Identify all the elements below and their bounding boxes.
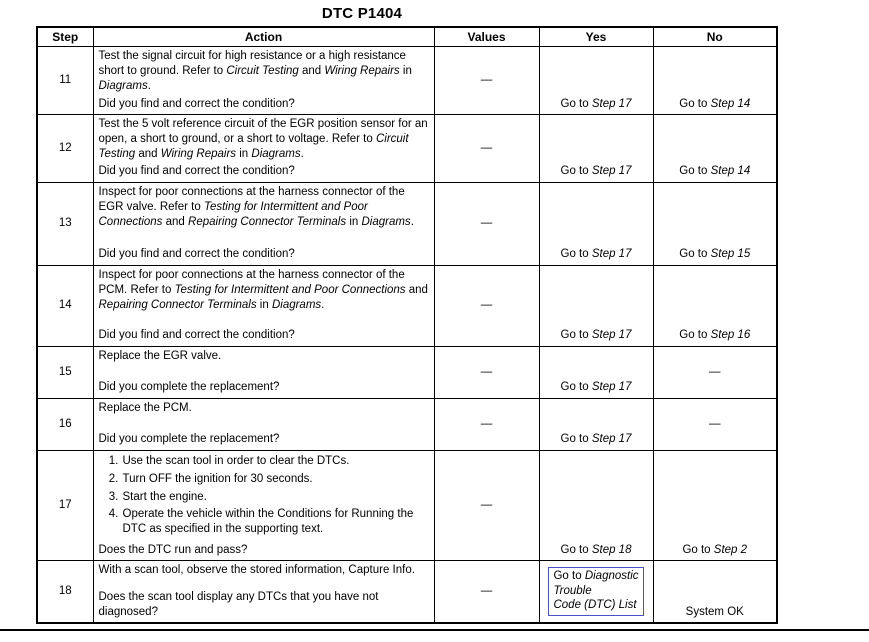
step-number-cell: 15 <box>37 347 93 399</box>
no-cell <box>653 399 777 451</box>
table-row <box>37 451 777 561</box>
column-header-yes: Yes <box>539 27 653 47</box>
step-number-cell: 14 <box>37 266 93 347</box>
no-cell <box>653 561 777 624</box>
action-steps-list <box>99 454 429 537</box>
action-instructions <box>99 268 429 312</box>
action-content <box>99 268 429 343</box>
text-run: Go to <box>560 329 592 342</box>
action-content <box>99 563 429 619</box>
text-run: Go to <box>553 569 585 582</box>
step-number-cell: 11 <box>37 47 93 115</box>
text-run: Go to <box>560 97 592 110</box>
table-row <box>37 399 777 451</box>
values-cell: — <box>434 47 539 115</box>
column-header-action: Action <box>93 27 434 47</box>
values-cell: — <box>434 399 539 451</box>
action-content <box>99 453 429 557</box>
text-run: With a scan tool, observe the stored information, Capture Info. <box>98 564 415 577</box>
action-cell <box>93 561 434 624</box>
italic-reference-text: Step 15 <box>710 248 751 261</box>
action-question: Did you complete the replacement? <box>98 433 280 446</box>
text-run: Test the signal circuit for high resistance or a high resistance short to ground. Refer to <box>98 50 406 78</box>
italic-reference-text: Step 16 <box>710 329 751 342</box>
action-cell <box>93 266 434 347</box>
text-run: and <box>162 215 189 228</box>
action-question: Did you find and correct the condition? <box>98 329 295 342</box>
action-cell <box>93 115 434 183</box>
action-cell <box>93 451 434 561</box>
text-run: — <box>709 417 721 430</box>
step-number-cell: 12 <box>37 115 93 183</box>
values-cell: — <box>434 266 539 347</box>
italic-reference-text: Code (DTC) List <box>553 599 637 612</box>
italic-reference-text: Step 18 <box>591 543 632 556</box>
values-cell: — <box>434 451 539 561</box>
yes-cell <box>539 47 653 115</box>
dtc-table-body <box>37 47 777 624</box>
text-run: Go to <box>560 543 592 556</box>
text-run: Go to <box>679 97 711 110</box>
action-content <box>99 401 429 447</box>
action-content <box>99 185 429 262</box>
no-cell <box>653 266 777 347</box>
italic-reference-text: Trouble <box>553 584 592 597</box>
no-cell <box>653 183 777 266</box>
text-run: Replace the PCM. <box>98 402 192 415</box>
italic-reference-text: Step 17 <box>591 248 632 261</box>
no-cell <box>653 115 777 183</box>
italic-reference-text: Step 14 <box>710 97 751 110</box>
action-question: Did you find and correct the condition? <box>98 97 295 110</box>
action-instructions <box>99 185 429 229</box>
text-run: in <box>236 147 252 160</box>
page-title: DTC P1404 <box>321 5 403 22</box>
italic-reference-text: Step 14 <box>710 165 751 178</box>
italic-reference-text: Diagnostic <box>584 569 639 582</box>
yes-cell <box>539 183 653 266</box>
action-instructions <box>99 49 429 93</box>
text-run: Test the 5 volt reference circuit of the EGR position sensor for an open, a short to ground, or a short to voltage. Refer to <box>98 118 428 145</box>
text-run: — <box>709 365 721 378</box>
action-step-item: 2. Turn OFF the ignition for 30 seconds. <box>122 472 429 487</box>
action-instructions <box>99 349 429 364</box>
action-content <box>99 117 429 179</box>
no-cell <box>653 451 777 561</box>
action-content <box>99 49 429 111</box>
action-question: Does the DTC run and pass? <box>98 543 248 556</box>
text-run: Go to <box>560 433 592 446</box>
action-question: Did you find and correct the condition? <box>98 248 295 261</box>
action-step-item: 4. Operate the vehicle within the Conditions for Running the DTC as specified in the supporting text. <box>122 507 429 536</box>
italic-reference-text: Wiring Repairs <box>160 147 237 160</box>
step-number-cell: 13 <box>37 183 93 266</box>
italic-reference-text: Circuit Testing <box>226 65 299 78</box>
text-run: . <box>321 298 325 311</box>
italic-reference-text: Diagrams <box>361 215 411 228</box>
action-step-item: 3. Start the engine. <box>122 490 429 505</box>
italic-reference-text: Step 17 <box>591 97 632 110</box>
text-run: Inspect for poor connections at the harness connector of the PCM. Refer to <box>98 269 405 296</box>
action-question: Did you find and correct the condition? <box>98 165 295 178</box>
italic-reference-text: Testing for Intermittent and Poor Connections <box>174 283 406 296</box>
italic-reference-text: Repairing Connector Terminals <box>98 298 257 311</box>
italic-reference-text: Testing for Intermittent and Poor Connections <box>98 200 368 228</box>
table-header-row <box>37 27 777 47</box>
italic-reference-text: Wiring Repairs <box>324 65 400 78</box>
text-run: . <box>410 215 414 228</box>
page-footer-rule <box>0 629 869 631</box>
italic-reference-text: Step 17 <box>591 381 632 394</box>
action-instructions <box>99 563 429 578</box>
text-run: in <box>399 65 412 78</box>
italic-reference-text: Diagrams <box>251 147 301 160</box>
yes-cell <box>539 399 653 451</box>
text-run: in <box>346 215 362 228</box>
italic-reference-text: Circuit Testing <box>98 132 409 160</box>
action-cell <box>93 399 434 451</box>
table-row <box>37 183 777 266</box>
action-instructions <box>99 401 429 416</box>
yes-cell <box>539 266 653 347</box>
text-run: Inspect for poor connections at the harness connector of the EGR valve. Refer to <box>98 186 405 213</box>
italic-reference-text: Diagrams <box>271 298 322 311</box>
italic-reference-text: Diagrams <box>98 79 148 92</box>
text-run: and <box>298 65 325 78</box>
text-run: Go to <box>679 329 711 342</box>
text-run: System OK <box>685 605 744 618</box>
values-cell: — <box>434 183 539 266</box>
values-cell: — <box>434 561 539 624</box>
yes-cell <box>539 451 653 561</box>
text-run: . <box>147 79 151 92</box>
action-instructions <box>99 117 429 161</box>
yes-cell <box>539 115 653 183</box>
yes-cell <box>539 561 653 624</box>
text-run: Go to <box>560 248 592 261</box>
column-header-no: No <box>653 27 777 47</box>
dtc-list-link[interactable] <box>548 567 643 616</box>
text-run: Go to <box>682 543 714 556</box>
italic-reference-text: Step 2 <box>713 543 748 556</box>
no-cell <box>653 47 777 115</box>
text-run: . <box>300 147 304 160</box>
text-run: in <box>256 298 272 311</box>
table-row <box>37 266 777 347</box>
action-question: Does the scan tool display any DTCs that you have not diagnosed? <box>98 591 379 618</box>
step-number-cell: 17 <box>37 451 93 561</box>
italic-reference-text: Repairing Connector Terminals <box>188 215 347 228</box>
step-number-cell: 18 <box>37 561 93 624</box>
table-row <box>37 347 777 399</box>
text-run: Go to <box>560 381 592 394</box>
italic-reference-text: Step 17 <box>591 433 632 446</box>
action-cell <box>93 183 434 266</box>
step-number-cell: 16 <box>37 399 93 451</box>
no-cell <box>653 347 777 399</box>
action-step-item: 1. Use the scan tool in order to clear the DTCs. <box>122 454 429 469</box>
yes-cell <box>539 347 653 399</box>
dtc-table <box>36 26 778 624</box>
text-run: and <box>135 147 161 160</box>
values-cell: — <box>434 347 539 399</box>
action-cell <box>93 347 434 399</box>
action-cell <box>93 47 434 115</box>
table-row <box>37 115 777 183</box>
values-cell: — <box>434 115 539 183</box>
column-header-values: Values <box>434 27 539 47</box>
text-run: Go to <box>679 165 711 178</box>
italic-reference-text: Step 17 <box>591 165 632 178</box>
text-run: and <box>405 283 428 296</box>
column-header-step: Step <box>37 27 93 47</box>
text-run: Go to <box>560 165 592 178</box>
text-run: Replace the EGR valve. <box>98 350 222 363</box>
table-row <box>37 561 777 624</box>
text-run: Go to <box>679 248 711 261</box>
table-row <box>37 47 777 115</box>
italic-reference-text: Step 17 <box>591 329 632 342</box>
action-instructions <box>99 453 429 540</box>
action-content <box>99 349 429 395</box>
action-question: Did you complete the replacement? <box>98 381 280 394</box>
